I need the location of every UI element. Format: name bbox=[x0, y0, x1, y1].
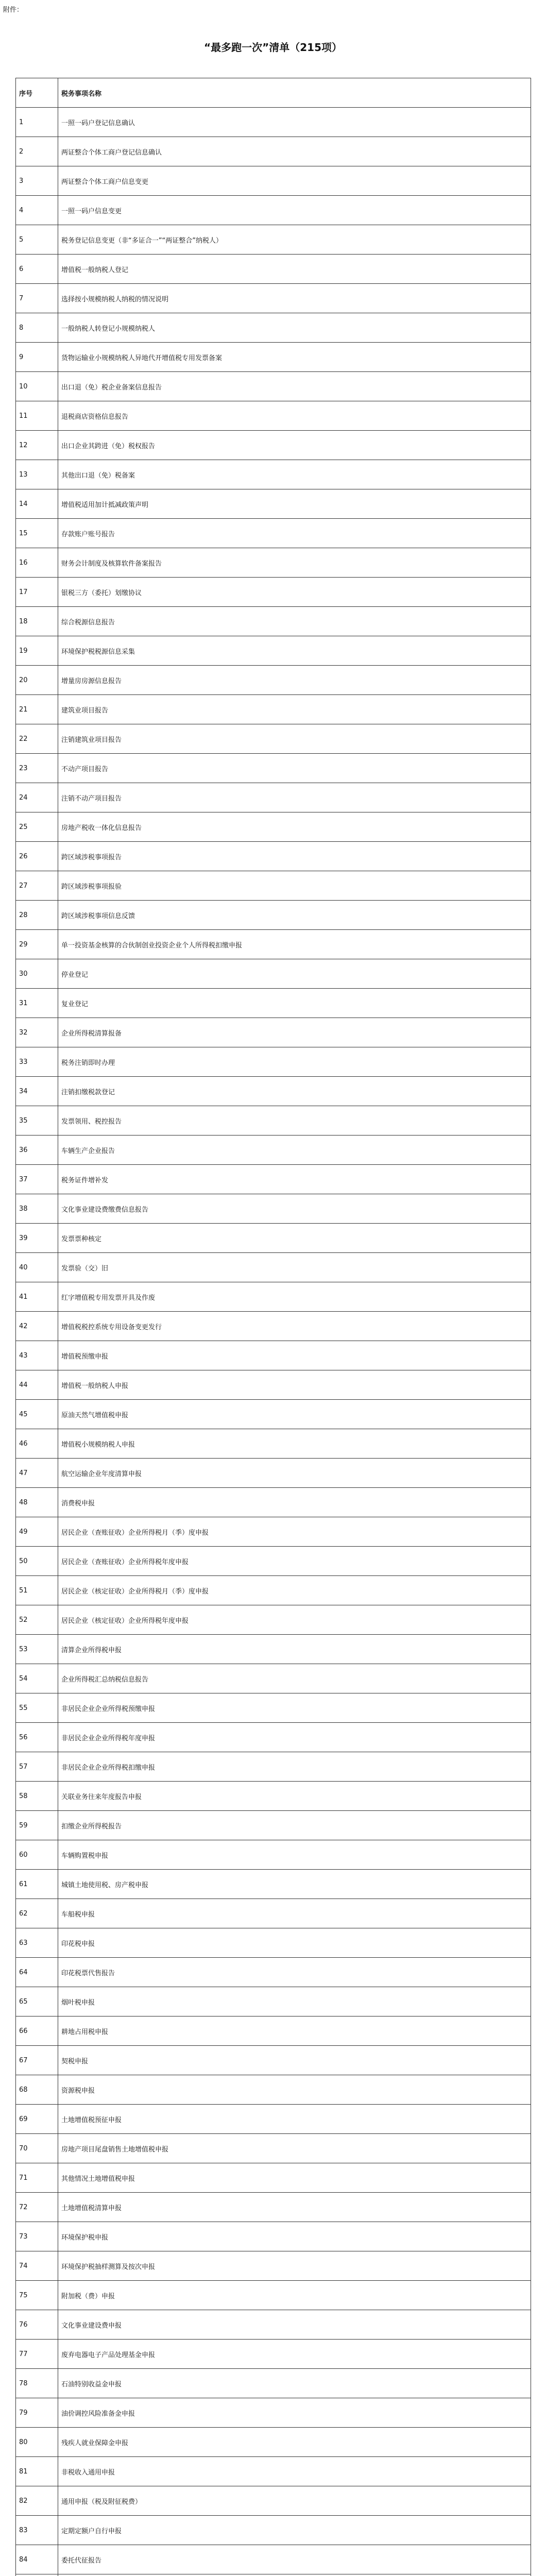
table-header-row bbox=[16, 78, 531, 108]
row-index: 30 bbox=[16, 959, 58, 989]
table-row bbox=[16, 1664, 531, 1693]
table-row bbox=[16, 401, 531, 431]
row-index: 43 bbox=[16, 1341, 58, 1370]
row-index: 11 bbox=[16, 401, 58, 431]
row-index: 46 bbox=[16, 1429, 58, 1459]
table-row bbox=[16, 1047, 531, 1077]
table-row bbox=[16, 372, 531, 401]
row-item-name: 印花税票代售报告 bbox=[58, 1958, 531, 1987]
row-index: 60 bbox=[16, 1840, 58, 1870]
table-row bbox=[16, 225, 531, 255]
table-row bbox=[16, 1723, 531, 1752]
row-item-name: 一照一码户登记信息确认 bbox=[58, 108, 531, 137]
table-row bbox=[16, 431, 531, 460]
row-item-name: 车辆购置税申报 bbox=[58, 1840, 531, 1870]
table-row bbox=[16, 313, 531, 343]
row-index: 39 bbox=[16, 1224, 58, 1253]
row-index: 81 bbox=[16, 2457, 58, 2486]
table-row bbox=[16, 2222, 531, 2251]
table-row bbox=[16, 666, 531, 695]
row-index: 6 bbox=[16, 255, 58, 284]
table-row bbox=[16, 901, 531, 930]
row-item-name: 选择按小规模纳税人纳税的情况说明 bbox=[58, 284, 531, 313]
row-index: 62 bbox=[16, 1899, 58, 1928]
row-index: 7 bbox=[16, 284, 58, 313]
table-row bbox=[16, 1928, 531, 1958]
row-index: 54 bbox=[16, 1664, 58, 1693]
row-item-name: 货物运输业小规模纳税人异地代开增值税专用发票备案 bbox=[58, 343, 531, 372]
row-item-name: 车船税申报 bbox=[58, 1899, 531, 1928]
row-item-name: 银税三方（委托）划缴协议 bbox=[58, 578, 531, 607]
row-item-name: 非居民企业企业所得税扣缴申报 bbox=[58, 1752, 531, 1782]
row-index: 75 bbox=[16, 2281, 58, 2310]
row-index: 64 bbox=[16, 1958, 58, 1987]
row-index: 3 bbox=[16, 166, 58, 196]
row-item-name: 单一投资基金核算的合伙制创业投资企业个人所得税扣缴申报 bbox=[58, 930, 531, 959]
table-row bbox=[16, 1282, 531, 1312]
table-row bbox=[16, 2545, 531, 2574]
table-row bbox=[16, 2428, 531, 2457]
row-index: 17 bbox=[16, 578, 58, 607]
row-index: 57 bbox=[16, 1752, 58, 1782]
table-row bbox=[16, 2486, 531, 2516]
table-row bbox=[16, 519, 531, 548]
table-row bbox=[16, 2251, 531, 2281]
page-title: “最多跑一次”清单（215项） bbox=[203, 41, 343, 54]
row-index: 27 bbox=[16, 871, 58, 901]
row-index: 50 bbox=[16, 1547, 58, 1576]
row-item-name: 土地增值税预征申报 bbox=[58, 2105, 531, 2134]
row-index: 34 bbox=[16, 1077, 58, 1106]
row-item-name: 两证整合个体工商户信息变更 bbox=[58, 166, 531, 196]
table-row bbox=[16, 1899, 531, 1928]
row-index: 65 bbox=[16, 1987, 58, 2016]
row-item-name: 一般纳税人转登记小规模纳税人 bbox=[58, 313, 531, 343]
row-index: 35 bbox=[16, 1106, 58, 1136]
row-item-name: 增值税一般纳税人登记 bbox=[58, 255, 531, 284]
row-index: 22 bbox=[16, 724, 58, 754]
row-item-name: 增值税预缴申报 bbox=[58, 1341, 531, 1370]
table-row bbox=[16, 2016, 531, 2046]
row-item-name: 增值税税控系统专用设备变更发行 bbox=[58, 1312, 531, 1341]
row-index: 10 bbox=[16, 372, 58, 401]
row-index: 68 bbox=[16, 2075, 58, 2105]
row-item-name: 出口企业其跨进（免）税权报告 bbox=[58, 431, 531, 460]
table-row bbox=[16, 255, 531, 284]
table-row bbox=[16, 1782, 531, 1811]
row-item-name: 房地产项目尾盘销售土地增值税申报 bbox=[58, 2134, 531, 2163]
row-index: 12 bbox=[16, 431, 58, 460]
row-index: 23 bbox=[16, 754, 58, 783]
row-index: 41 bbox=[16, 1282, 58, 1312]
table-row bbox=[16, 166, 531, 196]
row-index: 76 bbox=[16, 2310, 58, 2340]
row-item-name: 发票验（交）旧 bbox=[58, 1253, 531, 1282]
row-index: 31 bbox=[16, 989, 58, 1018]
row-item-name: 非居民企业企业所得税预缴申报 bbox=[58, 1693, 531, 1723]
row-item-name: 残疾人就业保障金申报 bbox=[58, 2428, 531, 2457]
table-row bbox=[16, 2398, 531, 2428]
table-row bbox=[16, 1488, 531, 1517]
row-item-name bbox=[58, 2574, 531, 2576]
row-index: 74 bbox=[16, 2251, 58, 2281]
row-index: 66 bbox=[16, 2016, 58, 2046]
row-index: 58 bbox=[16, 1782, 58, 1811]
table-row bbox=[16, 1635, 531, 1664]
table-row bbox=[16, 1840, 531, 1870]
row-item-name: 非居民企业企业所得税年度申报 bbox=[58, 1723, 531, 1752]
row-index: 13 bbox=[16, 460, 58, 489]
table-row bbox=[16, 2075, 531, 2105]
row-item-name: 通用申报（税及附征税费） bbox=[58, 2486, 531, 2516]
table-row bbox=[16, 930, 531, 959]
table-row bbox=[16, 1194, 531, 1224]
row-item-name: 土地增值税清算申报 bbox=[58, 2193, 531, 2222]
row-index: 36 bbox=[16, 1136, 58, 1165]
row-item-name: 原油天然气增值税申报 bbox=[58, 1400, 531, 1429]
row-index: 56 bbox=[16, 1723, 58, 1752]
row-item-name: 发票票种核定 bbox=[58, 1224, 531, 1253]
row-index: 53 bbox=[16, 1635, 58, 1664]
row-index: 40 bbox=[16, 1253, 58, 1282]
table-row bbox=[16, 783, 531, 812]
table-row bbox=[16, 1958, 531, 1987]
row-index: 37 bbox=[16, 1165, 58, 1194]
row-item-name: 其他出口退（免）税备案 bbox=[58, 460, 531, 489]
table-row bbox=[16, 871, 531, 901]
row-item-name: 存款账户账号报告 bbox=[58, 519, 531, 548]
header-index: 序号 bbox=[16, 78, 58, 108]
row-item-name: 房地产税收一体化信息报告 bbox=[58, 812, 531, 842]
row-index: 78 bbox=[16, 2369, 58, 2398]
table-row bbox=[16, 1400, 531, 1429]
row-item-name: 定期定额户自行申报 bbox=[58, 2516, 531, 2545]
row-item-name: 跨区域涉税事项报告 bbox=[58, 842, 531, 871]
row-item-name: 印花税申报 bbox=[58, 1928, 531, 1958]
row-index: 9 bbox=[16, 343, 58, 372]
row-item-name: 停业登记 bbox=[58, 959, 531, 989]
row-item-name: 注销扣缴税款登记 bbox=[58, 1077, 531, 1106]
tax-items-table bbox=[15, 78, 531, 2576]
row-item-name: 居民企业（核定征收）企业所得税月（季）度申报 bbox=[58, 1576, 531, 1605]
table-row bbox=[16, 1312, 531, 1341]
row-item-name: 其他情况土地增值税申报 bbox=[58, 2163, 531, 2193]
row-item-name: 居民企业（查账征收）企业所得税年度申报 bbox=[58, 1547, 531, 1576]
table-row bbox=[16, 2046, 531, 2075]
row-index: 77 bbox=[16, 2340, 58, 2369]
table-row bbox=[16, 812, 531, 842]
row-index: 1 bbox=[16, 108, 58, 137]
row-item-name: 不动产项目报告 bbox=[58, 754, 531, 783]
table-row bbox=[16, 2340, 531, 2369]
row-item-name: 环境保护税抽样测算及按次申报 bbox=[58, 2251, 531, 2281]
row-item-name: 耕地占用税申报 bbox=[58, 2016, 531, 2046]
row-index: 24 bbox=[16, 783, 58, 812]
row-index: 45 bbox=[16, 1400, 58, 1429]
row-item-name: 企业所得税汇总纳税信息报告 bbox=[58, 1664, 531, 1693]
row-item-name: 发票领用、税控报告 bbox=[58, 1106, 531, 1136]
table-row bbox=[16, 1341, 531, 1370]
row-index: 20 bbox=[16, 666, 58, 695]
row-item-name: 资源税申报 bbox=[58, 2075, 531, 2105]
row-index: 69 bbox=[16, 2105, 58, 2134]
table-row bbox=[16, 1693, 531, 1723]
row-index: 61 bbox=[16, 1870, 58, 1899]
row-index: 21 bbox=[16, 695, 58, 724]
table-row bbox=[16, 1987, 531, 2016]
row-index: 73 bbox=[16, 2222, 58, 2251]
row-index: 38 bbox=[16, 1194, 58, 1224]
row-index: 84 bbox=[16, 2545, 58, 2574]
row-index: 19 bbox=[16, 636, 58, 666]
table-row bbox=[16, 1253, 531, 1282]
table-row bbox=[16, 1870, 531, 1899]
table-row bbox=[16, 2457, 531, 2486]
row-index: 51 bbox=[16, 1576, 58, 1605]
row-index: 72 bbox=[16, 2193, 58, 2222]
row-index: 63 bbox=[16, 1928, 58, 1958]
table-row bbox=[16, 137, 531, 166]
table-row bbox=[16, 607, 531, 636]
table-row bbox=[16, 1018, 531, 1047]
row-item-name: 红字增值税专用发票开具及作废 bbox=[58, 1282, 531, 1312]
row-index: 52 bbox=[16, 1605, 58, 1635]
row-item-name: 航空运输企业年度清算申报 bbox=[58, 1459, 531, 1488]
row-item-name: 税务注销即时办理 bbox=[58, 1047, 531, 1077]
row-item-name: 注销不动产项目报告 bbox=[58, 783, 531, 812]
row-item-name: 委托代征报告 bbox=[58, 2545, 531, 2574]
row-item-name: 增量房房源信息报告 bbox=[58, 666, 531, 695]
table-row bbox=[16, 2369, 531, 2398]
table-row bbox=[16, 1517, 531, 1547]
table-row bbox=[16, 1370, 531, 1400]
row-index: 47 bbox=[16, 1459, 58, 1488]
row-index: 4 bbox=[16, 196, 58, 225]
table-row bbox=[16, 1106, 531, 1136]
table-row bbox=[16, 343, 531, 372]
row-item-name: 消费税申报 bbox=[58, 1488, 531, 1517]
table-row bbox=[16, 548, 531, 578]
table-row bbox=[16, 1605, 531, 1635]
row-item-name: 文化事业建设费缴费信息报告 bbox=[58, 1194, 531, 1224]
attachment-label: 附件： bbox=[3, 6, 24, 14]
table-row bbox=[16, 1165, 531, 1194]
row-index: 67 bbox=[16, 2046, 58, 2075]
row-index: 8 bbox=[16, 313, 58, 343]
row-item-name: 一照一码户信息变更 bbox=[58, 196, 531, 225]
row-item-name: 增值税小规模纳税人申报 bbox=[58, 1429, 531, 1459]
table-row bbox=[16, 2516, 531, 2545]
row-index bbox=[16, 2574, 58, 2576]
row-item-name: 复业登记 bbox=[58, 989, 531, 1018]
row-index: 14 bbox=[16, 489, 58, 519]
table-row bbox=[16, 695, 531, 724]
row-item-name: 非税收入通用申报 bbox=[58, 2457, 531, 2486]
table-row bbox=[16, 1459, 531, 1488]
table-row bbox=[16, 108, 531, 137]
row-item-name: 城镇土地使用税、房产税申报 bbox=[58, 1870, 531, 1899]
row-index: 33 bbox=[16, 1047, 58, 1077]
row-item-name: 契税申报 bbox=[58, 2046, 531, 2075]
row-item-name: 环境保护税税源信息采集 bbox=[58, 636, 531, 666]
row-item-name: 出口退（免）税企业备案信息报告 bbox=[58, 372, 531, 401]
table-row bbox=[16, 284, 531, 313]
row-item-name: 附加税（费）申报 bbox=[58, 2281, 531, 2310]
row-item-name: 税务登记信息变更（非“多证合一”“两证整合”纳税人） bbox=[58, 225, 531, 255]
row-item-name: 财务会计制度及核算软件备案报告 bbox=[58, 548, 531, 578]
row-index: 48 bbox=[16, 1488, 58, 1517]
row-index: 18 bbox=[16, 607, 58, 636]
row-item-name: 跨区域涉税事项报验 bbox=[58, 871, 531, 901]
table-row bbox=[16, 2134, 531, 2163]
row-item-name: 居民企业（核定征收）企业所得税年度申报 bbox=[58, 1605, 531, 1635]
table-row bbox=[16, 2310, 531, 2340]
row-item-name: 烟叶税申报 bbox=[58, 1987, 531, 2016]
row-index: 16 bbox=[16, 548, 58, 578]
table-row bbox=[16, 959, 531, 989]
row-index: 80 bbox=[16, 2428, 58, 2457]
table-row bbox=[16, 1224, 531, 1253]
table-row bbox=[16, 2105, 531, 2134]
row-item-name: 石油特别收益金申报 bbox=[58, 2369, 531, 2398]
table-row bbox=[16, 2281, 531, 2310]
row-index: 49 bbox=[16, 1517, 58, 1547]
table-row bbox=[16, 578, 531, 607]
row-item-name: 跨区域涉税事项信息反馈 bbox=[58, 901, 531, 930]
row-item-name: 税务证件增补发 bbox=[58, 1165, 531, 1194]
row-item-name: 居民企业（查账征收）企业所得税月（季）度申报 bbox=[58, 1517, 531, 1547]
table-row bbox=[16, 2574, 531, 2576]
table-row bbox=[16, 989, 531, 1018]
table-row bbox=[16, 2193, 531, 2222]
row-index: 55 bbox=[16, 1693, 58, 1723]
table-row bbox=[16, 1547, 531, 1576]
row-index: 82 bbox=[16, 2486, 58, 2516]
row-index: 42 bbox=[16, 1312, 58, 1341]
row-index: 25 bbox=[16, 812, 58, 842]
row-item-name: 扣缴企业所得税报告 bbox=[58, 1811, 531, 1840]
table-body bbox=[16, 108, 531, 2576]
row-index: 71 bbox=[16, 2163, 58, 2193]
table-row bbox=[16, 842, 531, 871]
table-row bbox=[16, 724, 531, 754]
table-row bbox=[16, 1576, 531, 1605]
row-item-name: 增值税一般纳税人申报 bbox=[58, 1370, 531, 1400]
row-index: 26 bbox=[16, 842, 58, 871]
table-row bbox=[16, 489, 531, 519]
row-item-name: 企业所得税清算报备 bbox=[58, 1018, 531, 1047]
row-index: 5 bbox=[16, 225, 58, 255]
row-item-name: 清算企业所得税申报 bbox=[58, 1635, 531, 1664]
table-row bbox=[16, 754, 531, 783]
row-item-name: 退税商店资格信息报告 bbox=[58, 401, 531, 431]
row-index: 70 bbox=[16, 2134, 58, 2163]
table-row bbox=[16, 460, 531, 489]
row-index: 83 bbox=[16, 2516, 58, 2545]
row-index: 15 bbox=[16, 519, 58, 548]
row-item-name: 关联业务往来年度报告申报 bbox=[58, 1782, 531, 1811]
table-row bbox=[16, 636, 531, 666]
table-row bbox=[16, 1136, 531, 1165]
row-index: 29 bbox=[16, 930, 58, 959]
table-row bbox=[16, 1077, 531, 1106]
table-row bbox=[16, 1752, 531, 1782]
row-index: 32 bbox=[16, 1018, 58, 1047]
table-row bbox=[16, 1429, 531, 1459]
row-item-name: 文化事业建设费申报 bbox=[58, 2310, 531, 2340]
row-item-name: 综合税源信息报告 bbox=[58, 607, 531, 636]
row-index: 44 bbox=[16, 1370, 58, 1400]
row-item-name: 油价调控风险准备金申报 bbox=[58, 2398, 531, 2428]
row-item-name: 环境保护税申报 bbox=[58, 2222, 531, 2251]
row-index: 79 bbox=[16, 2398, 58, 2428]
row-index: 28 bbox=[16, 901, 58, 930]
row-item-name: 建筑业项目报告 bbox=[58, 695, 531, 724]
row-index: 59 bbox=[16, 1811, 58, 1840]
row-item-name: 两证整合个体工商户登记信息确认 bbox=[58, 137, 531, 166]
table-row bbox=[16, 1811, 531, 1840]
row-item-name: 增值税适用加计抵减政策声明 bbox=[58, 489, 531, 519]
table-row bbox=[16, 2163, 531, 2193]
table-row bbox=[16, 196, 531, 225]
row-item-name: 注销建筑业项目报告 bbox=[58, 724, 531, 754]
row-item-name: 废弃电器电子产品处理基金申报 bbox=[58, 2340, 531, 2369]
header-item-name: 税务事项名称 bbox=[58, 78, 531, 108]
row-index: 2 bbox=[16, 137, 58, 166]
row-item-name: 车辆生产企业报告 bbox=[58, 1136, 531, 1165]
